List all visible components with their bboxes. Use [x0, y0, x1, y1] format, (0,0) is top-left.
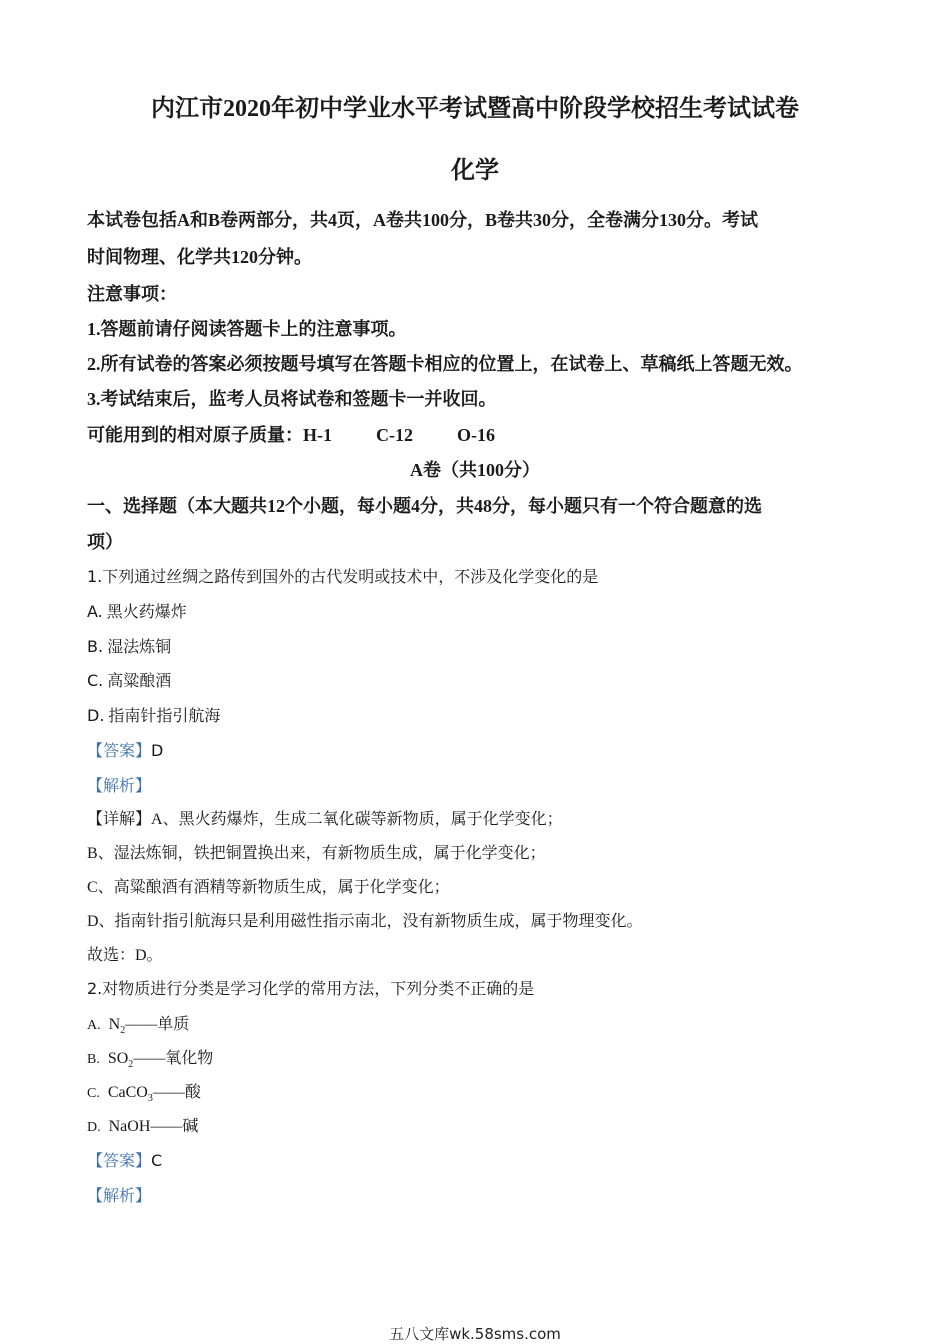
question-1-answer	[87, 738, 163, 761]
part1-heading-line-2: 项）	[87, 532, 123, 552]
answer-tag: 【答案】	[87, 1153, 152, 1170]
atomic-mass-h: H-1	[303, 425, 332, 445]
footer-watermark: 五八文库wk.58sms.com	[389, 1325, 561, 1343]
answer-value: C	[151, 1151, 163, 1170]
question-1-detail-line-4: D、指南针指引航海只是利用磁性指示南北，没有新物质生成，属于物理变化。	[87, 913, 643, 930]
question-2-analysis-tag: 【解析】	[87, 1188, 152, 1205]
question-2-answer	[87, 1148, 162, 1171]
subject-title: 化学	[451, 158, 499, 184]
part1-heading-line-1: 一、选择题（本大题共12个小题，每小题4分，共48分，每小题只有一个符合题意的选	[87, 496, 762, 516]
question-2-option-b: B. $SO_2——$氧化物	[87, 1050, 214, 1071]
question-2-text: 对物质进行分类是学习化学的常用方法，下列分类不正确的是	[102, 981, 535, 998]
question-1-option-d: D. 指南针指引航海	[87, 706, 221, 725]
question-2-option-a: A. $N_2——$单质	[87, 1016, 190, 1037]
atomic-mass-o: O-16	[457, 425, 495, 445]
detail-tag: 【详解】	[87, 811, 152, 828]
notice-item-3: 3.考试结束后，监考人员将试卷和签题卡一并收回。	[87, 389, 497, 409]
question-1-text: 下列通过丝绸之路传到国外的古代发明或技术中，不涉及化学变化的是	[102, 569, 599, 586]
answer-value: D	[151, 741, 164, 760]
section-a-heading: A卷（共100分）	[410, 460, 540, 480]
notice-item-2: 2.所有试卷的答案必须按题号填写在答题卡相应的位置上，在试卷上、草稿纸上答题无效。	[87, 354, 803, 374]
question-1-conclusion: 故选：D。	[87, 947, 163, 964]
atomic-mass-label: 可能用到的相对原子质量：	[87, 425, 303, 445]
question-2-option-c: C. CaCO$_3$——酸	[87, 1084, 201, 1105]
question-1-detail-line-1: 【详解】A、黑火药爆炸，生成二氧化碳等新物质，属于化学变化；	[87, 811, 563, 828]
question-2-number: 2.	[87, 979, 103, 998]
intro-line-1: 本试卷包括A和B卷两部分，共4页，A卷共100分，B卷共30分，全卷满分130分。考试	[87, 210, 759, 230]
exam-title: 内江市2020年初中学业水平考试暨高中阶段学校招生考试试卷	[151, 96, 799, 122]
question-1-number: 1.	[87, 567, 103, 586]
question-2-option-d: D. NaOH——碱	[87, 1118, 199, 1135]
question-2-stem	[87, 976, 534, 999]
notice-item-1: 1.答题前请仔阅读答题卡上的注意事项。	[87, 319, 407, 339]
intro-line-2: 时间物理、化学共120分钟。	[87, 247, 312, 267]
question-1-detail-line-2: B、湿法炼铜，铁把铜置换出来，有新物质生成，属于化学变化；	[87, 845, 546, 862]
atomic-mass-c: C-12	[376, 425, 413, 445]
question-1-analysis-tag: 【解析】	[87, 778, 152, 795]
question-1-detail-line-3: C、高粱酿酒有酒精等新物质生成，属于化学变化；	[87, 879, 450, 896]
notice-heading: 注意事项：	[87, 284, 177, 304]
question-1-option-a: A. 黑火药爆炸	[87, 602, 187, 621]
atomic-mass-line	[87, 421, 495, 447]
answer-tag: 【答案】	[87, 743, 152, 760]
question-1-option-b: B. 湿法炼铜	[87, 637, 172, 656]
question-1-stem	[87, 564, 598, 587]
question-1-option-c: C. 高粱酿酒	[87, 671, 172, 690]
